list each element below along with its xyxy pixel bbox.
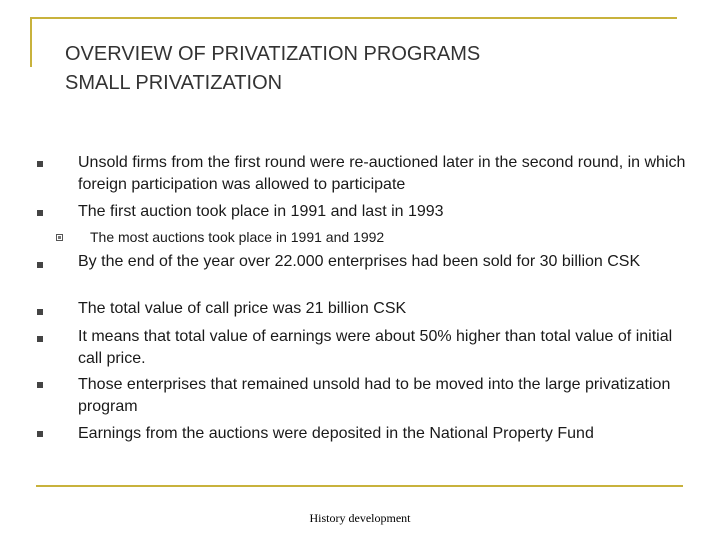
square-bullet-icon bbox=[37, 210, 43, 216]
title-line-1: OVERVIEW OF PRIVATIZATION PROGRAMS bbox=[65, 43, 481, 65]
bullet-text-2: The first auction took place in 1991 and last in 1993 bbox=[78, 203, 444, 220]
square-bullet-icon bbox=[37, 309, 43, 315]
square-bullet-icon bbox=[37, 382, 43, 388]
slide-title bbox=[65, 40, 665, 98]
bullet-text-3: By the end of the year over 22.000 enterprises had been sold for 30 billion CSK bbox=[78, 253, 641, 270]
bullet-text-5: It means that total value of earnings were about 50% higher than total value of initial call price. bbox=[78, 328, 673, 367]
title-line-2: SMALL PRIVATIZATION bbox=[65, 72, 283, 94]
hollow-square-bullet-icon bbox=[56, 234, 63, 241]
sub-bullet-text: The most auctions took place in 1991 and 1992 bbox=[90, 229, 385, 245]
footer bbox=[0, 510, 720, 526]
top-accent-rule bbox=[30, 17, 677, 19]
footer-text: History development bbox=[309, 511, 411, 525]
bottom-accent-rule bbox=[36, 485, 683, 487]
square-bullet-icon bbox=[37, 431, 43, 437]
bullet-text-4: The total value of call price was 21 billion CSK bbox=[78, 300, 407, 317]
bullet-text-7: Earnings from the auctions were deposited in the National Property Fund bbox=[78, 425, 594, 442]
bullet-text-1: Unsold firms from the first round were re-auctioned later in the second round, in which foreign participation was allowed to participate bbox=[78, 154, 686, 193]
square-bullet-icon bbox=[37, 161, 43, 167]
bullet-text-6: Those enterprises that remained unsold had to be moved into the large privatization program bbox=[78, 376, 671, 415]
left-accent-rule bbox=[30, 17, 32, 67]
square-bullet-icon bbox=[37, 262, 43, 268]
square-bullet-icon bbox=[37, 336, 43, 342]
